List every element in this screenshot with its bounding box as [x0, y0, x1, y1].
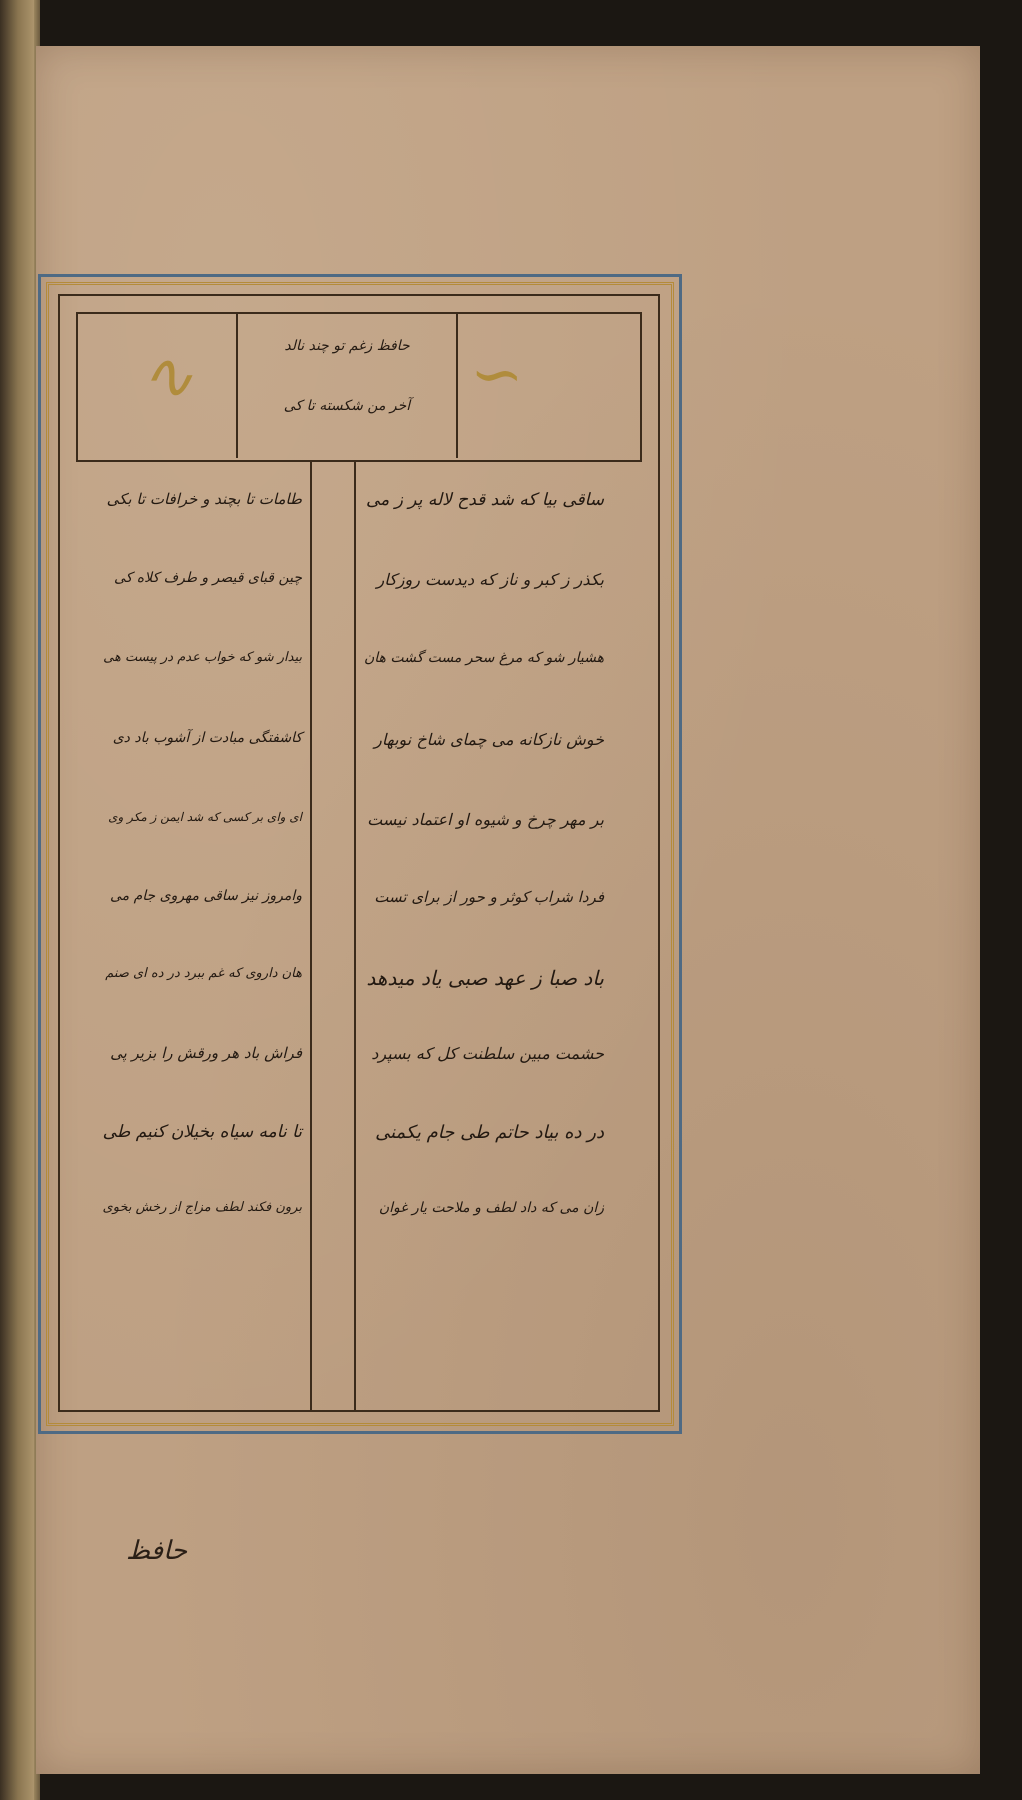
verse-right-7: باد صبا ز عهد صبی یاد میدهد [366, 966, 604, 990]
verse-left-6: وامروز نیز ساقی مهروی جام می [109, 888, 302, 904]
verse-left-2: چین قبای قیصر و طرف کلاه کی [114, 570, 302, 586]
gold-ornament-left: ∿ [140, 340, 194, 414]
header-line-1: حافظ زغم تو چند نالد [284, 338, 410, 354]
verse-left-9: تا نامه سیاه بخیلان کنیم طی [102, 1122, 302, 1142]
verse-left-3: بیدار شو که خواب عدم در پیست هی [103, 650, 302, 665]
verse-right-6: فردا شراب کوثر و حور از برای تست [374, 888, 604, 906]
gold-ornament-right: ∽ [470, 338, 524, 412]
verse-right-1: ساقی بیا که شد قدح لاله پر ز می [366, 490, 604, 510]
column-rule-left [310, 460, 312, 1410]
header-line-2: آخر من شکسته تا کی [283, 398, 411, 414]
verse-left-10: برون فکند لطف مزاج از رخش بخوی [102, 1200, 302, 1215]
verse-left-5: ای وای بر کسی که شد ایمن ز مکر وی [108, 810, 302, 824]
verse-left-7: هان داروی که غم ببرد در ده ای صنم [105, 966, 302, 981]
verse-left-8: فراش باد هر ورقش را بزیر پی [110, 1044, 302, 1062]
verse-right-9: در ده بیاد حاتم طی جام یکمنی [375, 1122, 604, 1143]
verse-left-4: کاشفتگی مبادت از آشوب باد دی [112, 730, 302, 746]
verse-right-4: خوش نازکانه می چمای شاخ نوبهار [374, 730, 604, 749]
verse-right-2: بکذر ز کبر و ناز که دیدست روزکار [376, 570, 604, 589]
previous-page-edge [0, 0, 40, 1800]
catchword: حافظ [126, 1536, 188, 1566]
verse-right-8: حشمت مبین سلطنت کل که بسپرد [371, 1044, 604, 1063]
column-rule-right [354, 460, 356, 1410]
verse-right-5: بر مهر چرخ و شیوه او اعتماد نیست [367, 810, 604, 829]
verse-left-1: طامات تا بچند و خرافات تا بکی [106, 490, 302, 508]
verse-right-10: زان می که داد لطف و ملاحت یار غوان [378, 1200, 604, 1216]
verse-right-3: هشیار شو که مرغ سحر مست گشت هان [363, 650, 604, 666]
